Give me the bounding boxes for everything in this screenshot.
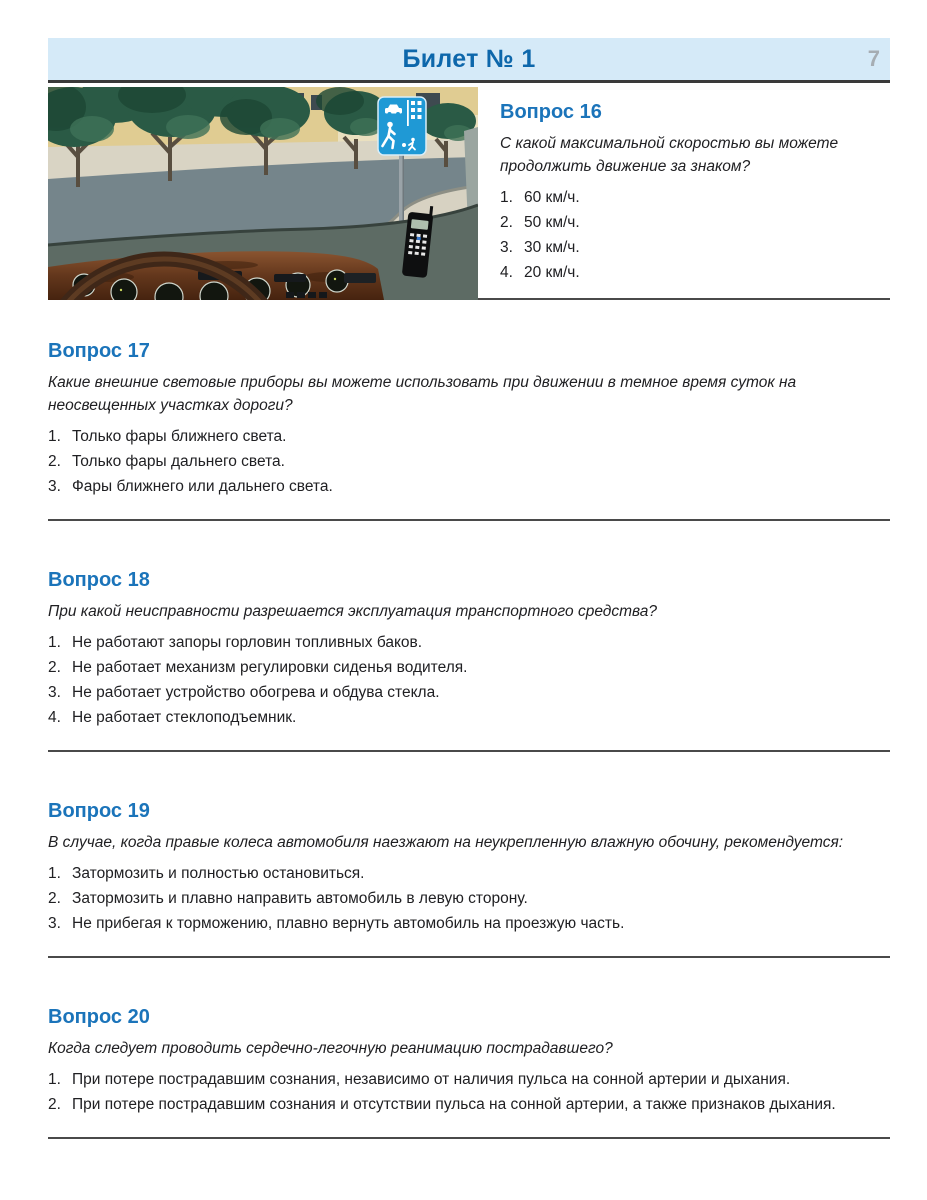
question-title: Вопрос 19 — [48, 800, 150, 822]
question-20-section — [48, 1006, 890, 1139]
page — [48, 0, 890, 1139]
question-text: Какие внешние световые приборы вы можете использовать при движении в темное время суток на неосвещенных участках дороги? — [48, 374, 797, 414]
answer-item: Затормозить и полностью остановиться. — [72, 865, 365, 882]
question-16-block — [48, 87, 890, 300]
answer-item: Затормозить и плавно направить автомобиль в левую сторону. — [72, 890, 528, 907]
question-title: Вопрос 18 — [48, 569, 150, 591]
question-text: Когда следует проводить сердечно-легочную реанимацию пострадавшего? — [48, 1040, 613, 1057]
road-scene-image — [48, 87, 478, 300]
question-title: Вопрос 17 — [48, 340, 150, 362]
answer-item: Только фары ближнего света. — [72, 428, 287, 445]
answer-item: 60 км/ч. — [524, 189, 580, 206]
answer-item: Не работают запоры горловин топливных баков. — [72, 634, 423, 651]
residential-zone-sign-icon — [378, 97, 426, 155]
answer-item: При потере пострадавшим сознания и отсутствии пульса на сонной артерии, а также признаков дыхания. — [72, 1096, 836, 1113]
answers-list — [48, 861, 890, 936]
answer-item: При потере пострадавшим сознания, независимо от наличия пульса на сонной артерии и дыхания. — [72, 1071, 791, 1088]
question-16-section — [478, 87, 890, 300]
question-17-section — [48, 340, 890, 521]
question-text: При какой неисправности разрешается эксплуатация транспортного средства? — [48, 603, 657, 620]
answer-item: 30 км/ч. — [524, 239, 580, 256]
road-scene-svg — [48, 87, 478, 300]
answer-item: Не работает устройство обогрева и обдува стекла. — [72, 684, 440, 701]
question-title: Вопрос 16 — [500, 101, 602, 123]
question-text: С какой максимальной скоростью вы можете продолжить движение за знаком? — [500, 135, 839, 175]
question-text: В случае, когда правые колеса автомобиля наезжают на неукрепленную влажную обочину, рекомендуется: — [48, 834, 844, 851]
page-header — [48, 38, 890, 83]
ticket-title: Билет № 1 — [402, 44, 536, 73]
question-18-section — [48, 569, 890, 752]
page-number: 7 — [867, 46, 880, 71]
answers-list — [48, 630, 890, 730]
answers-list — [48, 424, 890, 499]
answer-item: Не прибегая к торможению, плавно вернуть автомобиль на проезжую часть. — [72, 915, 625, 932]
answers-list — [48, 1067, 890, 1117]
question-title: Вопрос 20 — [48, 1006, 150, 1028]
answer-item: Только фары дальнего света. — [72, 453, 285, 470]
answer-item: 50 км/ч. — [524, 214, 580, 231]
answer-item: Фары ближнего или дальнего света. — [72, 478, 333, 495]
answer-item: 20 км/ч. — [524, 264, 580, 281]
question-19-section — [48, 800, 890, 958]
answer-item: Не работает механизм регулировки сиденья водителя. — [72, 659, 468, 676]
answer-item: Не работает стеклоподъемник. — [72, 709, 297, 726]
answers-list — [500, 185, 890, 285]
